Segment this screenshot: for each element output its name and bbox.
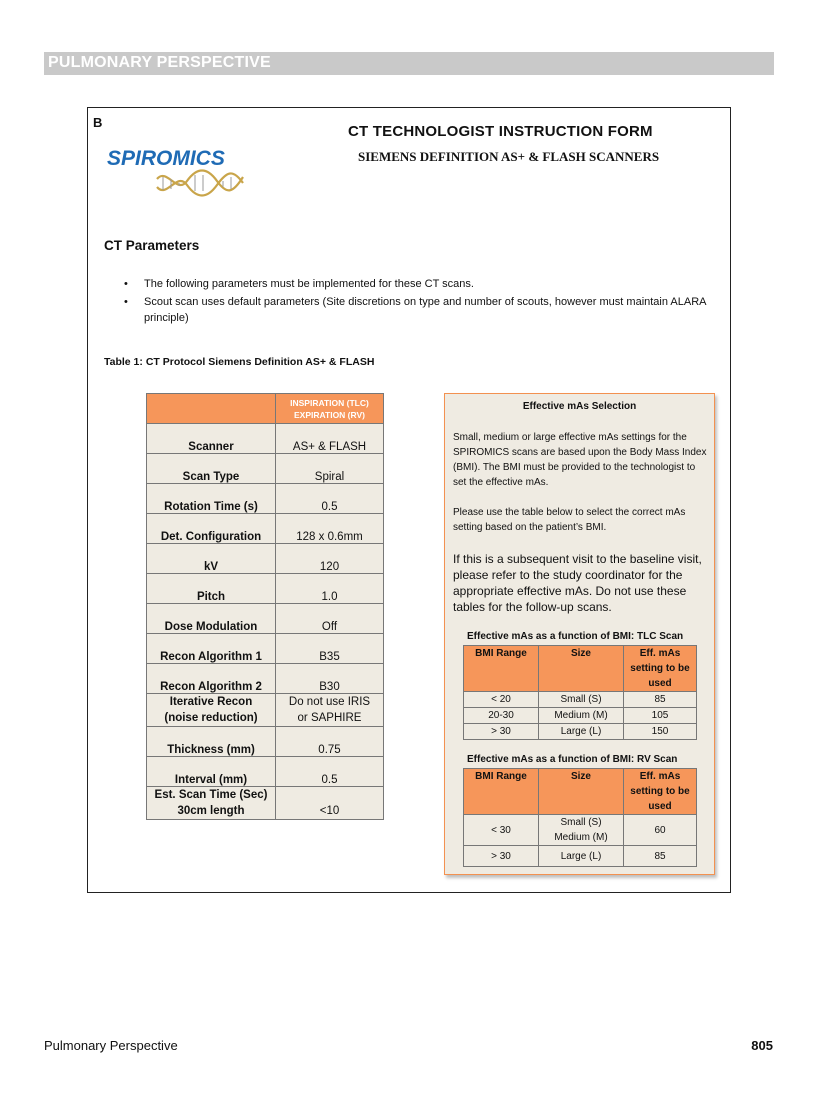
table-cell: Large (L) xyxy=(539,846,624,867)
table-row xyxy=(147,664,384,694)
page-number: 805 xyxy=(751,1038,773,1053)
param-value: 120 xyxy=(276,544,384,574)
mas-paragraph-note: If this is a subsequent visit to the baseline visit, please refer to the study coordinator for the appropriate effective mAs. Do not use these tables for the follow-up scans. xyxy=(453,552,702,614)
table-cell: 60 xyxy=(624,815,697,846)
footer-journal: Pulmonary Perspective xyxy=(44,1038,178,1053)
mas-panel-title: Effective mAs Selection xyxy=(522,401,637,412)
param-label: Thickness (mm) xyxy=(147,727,276,757)
bullet-list xyxy=(120,276,710,328)
table-row xyxy=(147,514,384,544)
param-value: AS+ & FLASH xyxy=(276,424,384,454)
header-cell: Eff. mAs setting to be used xyxy=(624,646,697,692)
list-item: • Scout scan uses default parameters (Site discretions on type and number of scouts, however must maintain ALARA principle) xyxy=(120,294,710,326)
header-phase-line: INSPIRATION (TLC) xyxy=(290,397,369,408)
table-row xyxy=(147,787,384,820)
table-cell-line: Small (S) xyxy=(560,817,602,828)
mas-paragraph: Small, medium or large effective mAs settings for the SPIROMICS scans are based upon the Body Mass Index (BMI). The BMI must be provided to the technologist to set the effective mAs. xyxy=(453,432,707,488)
header-cell: Eff. mAs setting to be used xyxy=(624,769,697,815)
param-value: B35 xyxy=(276,634,384,664)
section-title: CT Parameters xyxy=(104,238,200,253)
table-row xyxy=(464,846,697,867)
list-item: • The following parameters must be implemented for these CT scans. xyxy=(120,276,710,292)
header-cell: BMI Range xyxy=(464,769,539,815)
header-cell-empty xyxy=(147,394,276,424)
param-value: 128 x 0.6mm xyxy=(276,514,384,544)
table-cell: < 30 xyxy=(464,815,539,846)
table-cell: 105 xyxy=(624,708,697,724)
table-row xyxy=(147,574,384,604)
tlc-table-caption: Effective mAs as a function of BMI: TLC Scan xyxy=(467,631,684,642)
table-cell: 85 xyxy=(624,846,697,867)
param-label: Interval (mm) xyxy=(147,757,276,787)
tlc-bmi-table xyxy=(463,645,697,740)
table-header-row xyxy=(147,394,384,424)
table-cell: 20-30 xyxy=(464,708,539,724)
table-row xyxy=(464,724,697,740)
table-cell: > 30 xyxy=(464,724,539,740)
ct-protocol-table xyxy=(146,393,384,820)
section-header-band xyxy=(44,52,774,75)
param-label-line: (noise reduction) xyxy=(164,712,258,724)
param-value: 1.0 xyxy=(276,574,384,604)
form-subtitle: SIEMENS DEFINITION AS+ & FLASH SCANNERS xyxy=(358,149,660,164)
param-label: Recon Algorithm 2 xyxy=(147,664,276,694)
table-cell: 85 xyxy=(624,692,697,708)
param-label: Det. Configuration xyxy=(147,514,276,544)
param-label: Dose Modulation xyxy=(147,604,276,634)
table-cell: Small (S) xyxy=(539,692,624,708)
rv-table-caption: Effective mAs as a function of BMI: RV Scan xyxy=(467,754,678,765)
table-cell: Medium (M) xyxy=(539,708,624,724)
table-caption: Table 1: CT Protocol Siemens Definition AS+ & FLASH xyxy=(104,356,375,368)
form-title: CT TECHNOLOGIST INSTRUCTION FORM xyxy=(348,123,653,140)
param-label: Scanner xyxy=(147,424,276,454)
header-cell-phase xyxy=(276,394,384,424)
param-value-line: Do not use IRIS xyxy=(288,696,371,708)
param-label xyxy=(147,787,276,820)
param-value: Spiral xyxy=(276,454,384,484)
rv-bmi-table xyxy=(463,768,697,867)
header-cell: BMI Range xyxy=(464,646,539,692)
param-label: Recon Algorithm 1 xyxy=(147,634,276,664)
table-row xyxy=(147,694,384,727)
panel-letter: B xyxy=(93,115,103,130)
param-label xyxy=(147,694,276,727)
table-cell: < 20 xyxy=(464,692,539,708)
table-row xyxy=(464,692,697,708)
param-value xyxy=(276,694,384,727)
param-value: B30 xyxy=(276,664,384,694)
header-cell: Size xyxy=(539,769,624,815)
table-cell: Large (L) xyxy=(539,724,624,740)
table-row xyxy=(147,757,384,787)
param-value: <10 xyxy=(276,787,384,820)
section-header-label: PULMONARY PERSPECTIVE xyxy=(48,54,271,71)
param-value: Off xyxy=(276,604,384,634)
effective-mas-panel xyxy=(444,393,715,875)
table-cell: 150 xyxy=(624,724,697,740)
param-label-line: Iterative Recon xyxy=(169,696,253,708)
header-phase-line: EXPIRATION (RV) xyxy=(294,409,365,420)
table-row xyxy=(147,454,384,484)
table-cell xyxy=(539,815,624,846)
param-label: Rotation Time (s) xyxy=(147,484,276,514)
param-value-line: or SAPHIRE xyxy=(297,712,362,724)
spiromics-logo xyxy=(105,137,245,199)
table-row xyxy=(147,604,384,634)
param-label: kV xyxy=(147,544,276,574)
table-row xyxy=(147,727,384,757)
table-row xyxy=(147,424,384,454)
param-value: 0.75 xyxy=(276,727,384,757)
table-header-row xyxy=(464,769,697,815)
param-value: 0.5 xyxy=(276,484,384,514)
table-row xyxy=(147,484,384,514)
table-cell: > 30 xyxy=(464,846,539,867)
mas-paragraph: Please use the table below to select the correct mAs setting based on the patient’s BMI. xyxy=(453,507,686,533)
table-cell-line: Medium (M) xyxy=(554,832,608,843)
param-label: Pitch xyxy=(147,574,276,604)
header-cell: Size xyxy=(539,646,624,692)
table-row xyxy=(464,708,697,724)
param-label-line: 30cm length xyxy=(177,805,245,817)
table-header-row xyxy=(464,646,697,692)
table-row xyxy=(147,634,384,664)
dna-helix-icon xyxy=(105,137,245,199)
logo-wordmark: SPIROMICS xyxy=(107,147,225,170)
param-label-line: Est. Scan Time (Sec) xyxy=(154,789,268,801)
param-value: 0.5 xyxy=(276,757,384,787)
table-row xyxy=(464,815,697,846)
table-row xyxy=(147,544,384,574)
param-label: Scan Type xyxy=(147,454,276,484)
